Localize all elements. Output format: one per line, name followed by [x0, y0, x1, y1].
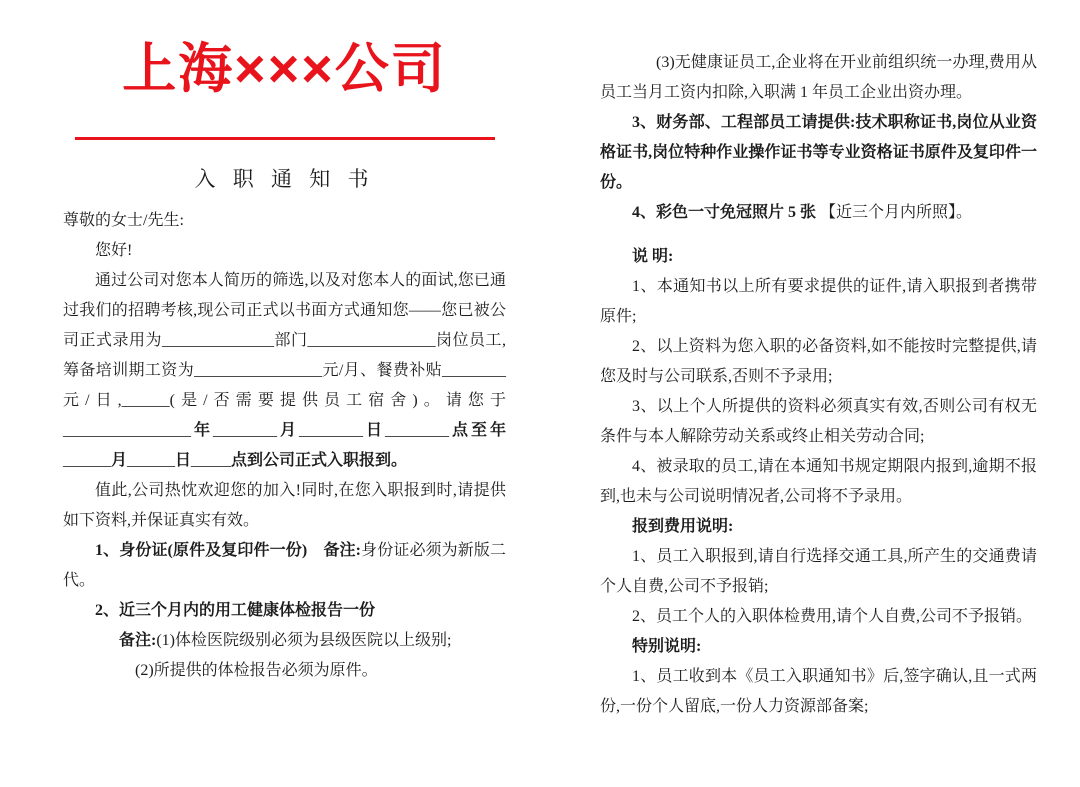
paragraph [600, 392, 1037, 452]
left-column [63, 0, 506, 686]
text-run: (3)无健康证员工,企业将在开业前组织统一办理,费用从员工当月工资内扣除,入职满 1 年员工企业出资办理。 [600, 54, 1037, 101]
paragraph [600, 332, 1037, 392]
header-divider [75, 137, 495, 140]
text-run-bold: 点到公司正式入职报到。 [231, 452, 408, 470]
right-column-body [600, 48, 1037, 722]
text-run-bold: 年 [191, 422, 213, 440]
text-run: 1、本通知书以上所有要求提供的证件,请入职报到者携带原件; [600, 278, 1037, 325]
text-run: 尊敬的女士/先生: [63, 212, 184, 230]
paragraph [600, 542, 1037, 602]
paragraph [63, 596, 506, 626]
paragraph [63, 236, 506, 266]
company-name: 上海×××公司 [122, 39, 447, 99]
text-run-bold: 月 [111, 452, 128, 470]
text-run: ________ [299, 422, 363, 440]
paragraph [600, 602, 1037, 632]
text-run-bold: 报到费用说明: [632, 518, 734, 535]
paragraph [600, 48, 1037, 108]
text-run: (2)所提供的体检报告必须为原件。 [135, 662, 378, 680]
text-run: (1)体检医院级别必须为县级医院以上级别; [156, 632, 452, 650]
text-run: 4、被录取的员工,请在本通知书规定期限内报到,逾期不报到,也未与公司说明情况者,公司将不予录用。 [600, 458, 1037, 505]
text-run: 2、员工个人的入职体检费用,请个人自费,公司不予报销。 [632, 608, 1033, 625]
text-run: 身份证必须为新版二代。 [63, 542, 506, 590]
text-run: 【近三个月内所照】。 [820, 204, 973, 221]
text-run: _____ [191, 452, 232, 470]
paragraph [600, 198, 1037, 228]
text-run-bold: 3、财务部、工程部员工请提供:技术职称证书,岗位从业资格证书,岗位特种作业操作证书等专业资格证书原件及复印件一份。 [600, 114, 1037, 191]
paragraph [600, 272, 1037, 332]
paragraph [63, 476, 506, 536]
paragraph [63, 656, 506, 686]
text-run-bold: 备注: [119, 632, 157, 650]
text-run: 1、员工收到本《员工入职通知书》后,签字确认,且一式两份,一份个人留底,一份人力资源部备案; [600, 668, 1037, 715]
text-run-bold: 点至年 [449, 422, 506, 440]
paragraph [600, 662, 1037, 722]
paragraph [600, 632, 1037, 662]
text-run: ______ [127, 452, 176, 470]
text-run: 您好! [95, 242, 133, 260]
paragraph [63, 536, 506, 596]
document-title: 入 职 通 知 书 [194, 167, 375, 192]
text-run-bold: 2、近三个月内的用工健康体检报告一份 [95, 602, 376, 620]
paragraph [63, 266, 506, 476]
text-run-bold: 说 明: [632, 248, 674, 265]
text-run: ________ [213, 422, 277, 440]
text-run: 1、员工入职报到,请自行选择交通工具,所产生的交通费请个人自费,公司不予报销; [600, 548, 1037, 595]
text-run-bold: 4、彩色一寸免冠照片 5 张 [632, 204, 821, 221]
text-run [307, 542, 323, 559]
text-run-bold: 月 [277, 422, 299, 440]
paragraph [600, 108, 1037, 198]
text-run: ______ [63, 452, 111, 470]
text-run: 3、以上个人所提供的资料必须真实有效,否则公司有权无条件与本人解除劳动关系或终止相关劳动合同; [600, 398, 1037, 445]
text-run: 2、以上资料为您入职的必备资料,如不能按时完整提供,请您及时与公司联系,否则不予录用; [600, 338, 1037, 385]
text-run: 通过公司对您本人简历的筛选,以及对您本人的面试,您已通过我们的招聘考核,现公司正式以书面方式通知您——您已被公司正式录用为______________部门________________岗位员工,筹备培训期工资为________________元/月、餐费补贴________元/日,______(是/否需要提供员工宿舍)。请您于________________ [63, 272, 506, 440]
text-run-bold: 1、身份证(原件及复印件一份) [95, 542, 308, 560]
text-run-bold: 特别说明: [632, 638, 702, 655]
text-run-bold: 备注: [323, 542, 361, 560]
paragraph [63, 626, 506, 656]
right-column [600, 48, 1037, 722]
paragraph [600, 452, 1037, 512]
left-column-body [63, 206, 506, 686]
text-run-bold: 日 [175, 452, 192, 470]
paragraph [600, 512, 1037, 542]
text-run-bold: 日 [363, 422, 385, 440]
text-run: 值此,公司热忱欢迎您的加入!同时,在您入职报到时,请提供如下资料,并保证真实有效。 [63, 482, 506, 530]
paragraph [600, 242, 1037, 272]
text-run: ________ [385, 422, 449, 440]
paragraph [63, 206, 506, 236]
